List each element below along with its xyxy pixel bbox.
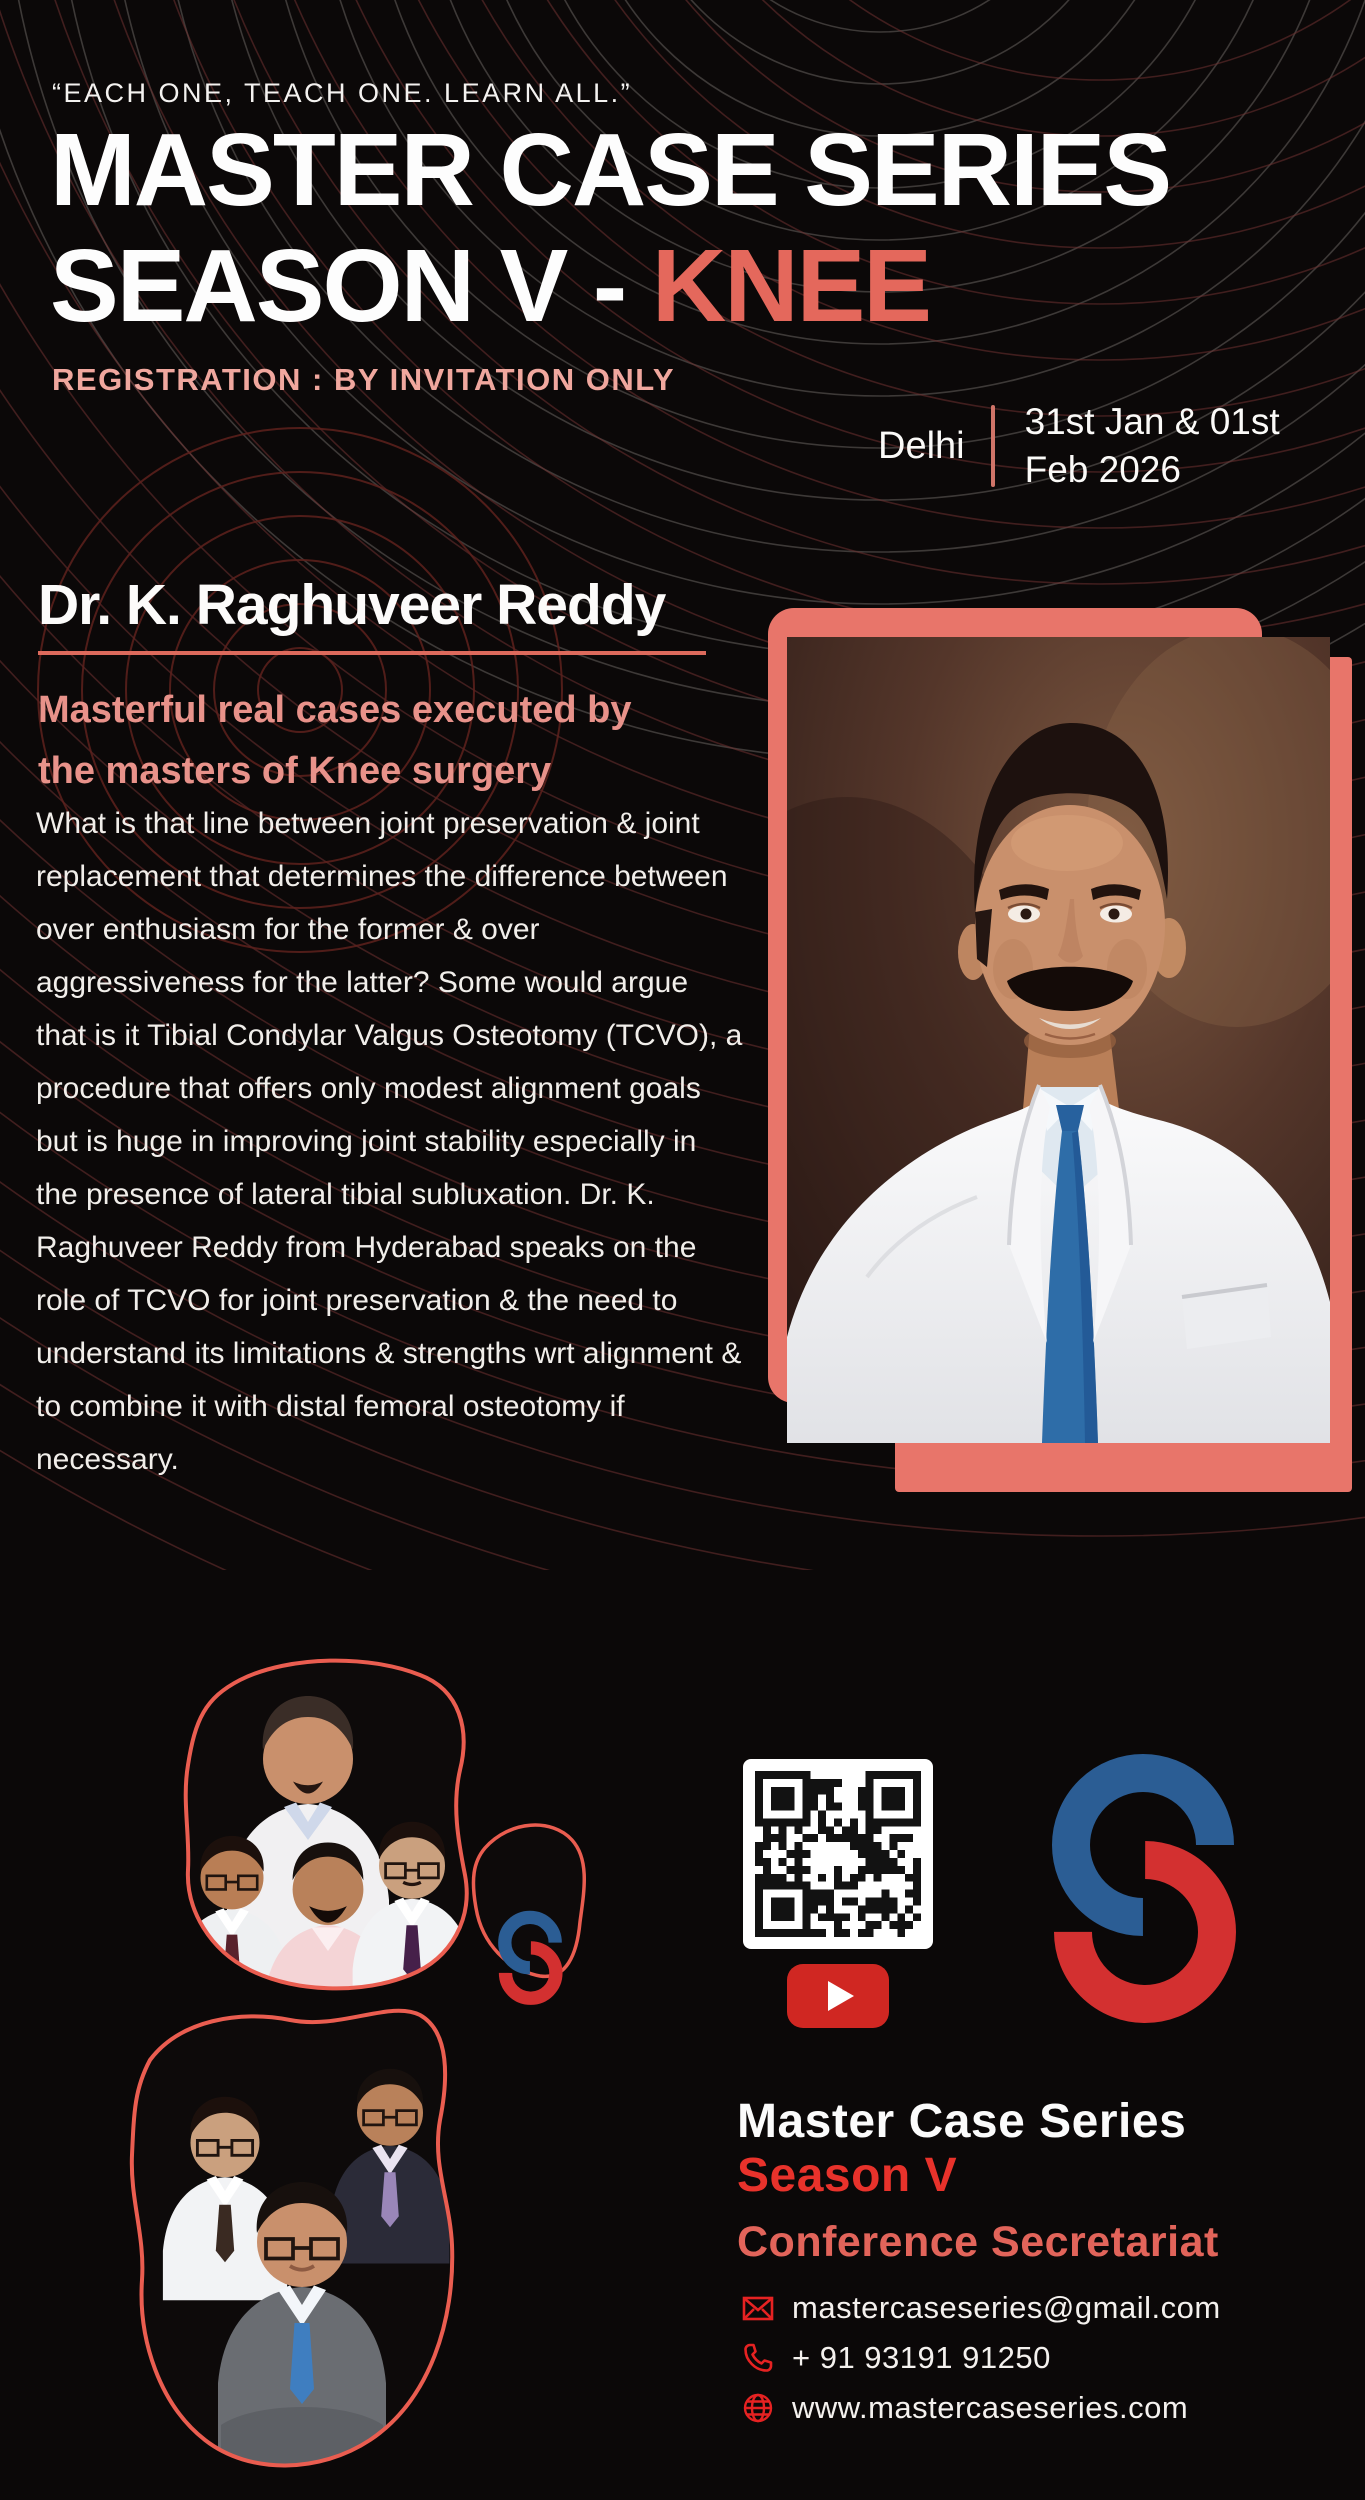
venue-city: Delhi bbox=[878, 424, 965, 467]
event-quote: “EACH ONE, TEACH ONE. LEARN ALL.” bbox=[52, 78, 633, 108]
qr-code-pattern bbox=[755, 1771, 921, 1937]
registration-note: REGISTRATION : BY INVITATION ONLY bbox=[52, 362, 676, 397]
event-date-line1: 31st Jan & 01st bbox=[1024, 401, 1280, 442]
speaker-tagline: Masterful real cases executed by the masters of Knee surgery bbox=[38, 689, 632, 792]
globe-icon bbox=[741, 2391, 775, 2425]
youtube-button[interactable] bbox=[787, 1964, 889, 2028]
phone-icon bbox=[741, 2341, 775, 2375]
speaker-photo bbox=[787, 637, 1330, 1443]
event-title bbox=[50, 112, 1170, 344]
faculty-collage bbox=[90, 1640, 610, 2500]
event-title-season: SEASON V - bbox=[50, 228, 652, 343]
event-dates bbox=[1025, 398, 1280, 494]
contact-phone[interactable]: + 91 93191 91250 bbox=[792, 2340, 1051, 2375]
venue-divider bbox=[991, 405, 995, 487]
venue-date-block bbox=[878, 398, 1280, 494]
event-title-line2 bbox=[50, 228, 1170, 344]
contact-row-phone bbox=[741, 2340, 1221, 2376]
event-date-line2: Feb 2026 bbox=[1024, 449, 1181, 490]
contact-row-email bbox=[741, 2290, 1221, 2326]
contact-list bbox=[741, 2290, 1221, 2426]
contact-website[interactable]: www.mastercaseseries.com bbox=[792, 2390, 1189, 2425]
speaker-bio: What is that line between joint preservation & joint replacement that determines the difference between over enthusiasm for the former & over aggressiveness for the latter? Some would argue that is it Tibial Condylar Valgus Osteotomy (TCVO), a procedure that offers only modest alignment goals but is huge in improving joint stability especially in the presence of lateral tibial subluxation. Dr. K. Raghuveer Reddy from Hyderabad speaks on the role of TCVO for joint preservation & the need to understand its limitations & strengths wrt alignment & to combine it with distal femoral osteotomy if necessary. bbox=[36, 807, 743, 1476]
qr-code[interactable] bbox=[743, 1759, 933, 1949]
youtube-play-icon bbox=[828, 1981, 854, 2011]
footer-secretariat: Conference Secretariat bbox=[737, 2218, 1219, 2266]
footer-brand: Master Case Series bbox=[737, 2095, 1187, 2148]
heading-underline bbox=[38, 651, 706, 655]
envelope-icon bbox=[741, 2291, 775, 2325]
contact-email[interactable]: mastercaseseries@gmail.com bbox=[792, 2290, 1221, 2325]
event-title-line1: MASTER CASE SERIES bbox=[50, 112, 1171, 227]
event-title-knee: KNEE bbox=[651, 228, 931, 343]
contact-row-website bbox=[741, 2390, 1221, 2426]
footer-season: Season V bbox=[737, 2149, 958, 2202]
collage-logo-blob bbox=[473, 1825, 584, 1976]
speaker-name: Dr. K. Raghuveer Reddy bbox=[38, 573, 666, 637]
mcs-s-logo bbox=[1035, 1742, 1255, 2042]
